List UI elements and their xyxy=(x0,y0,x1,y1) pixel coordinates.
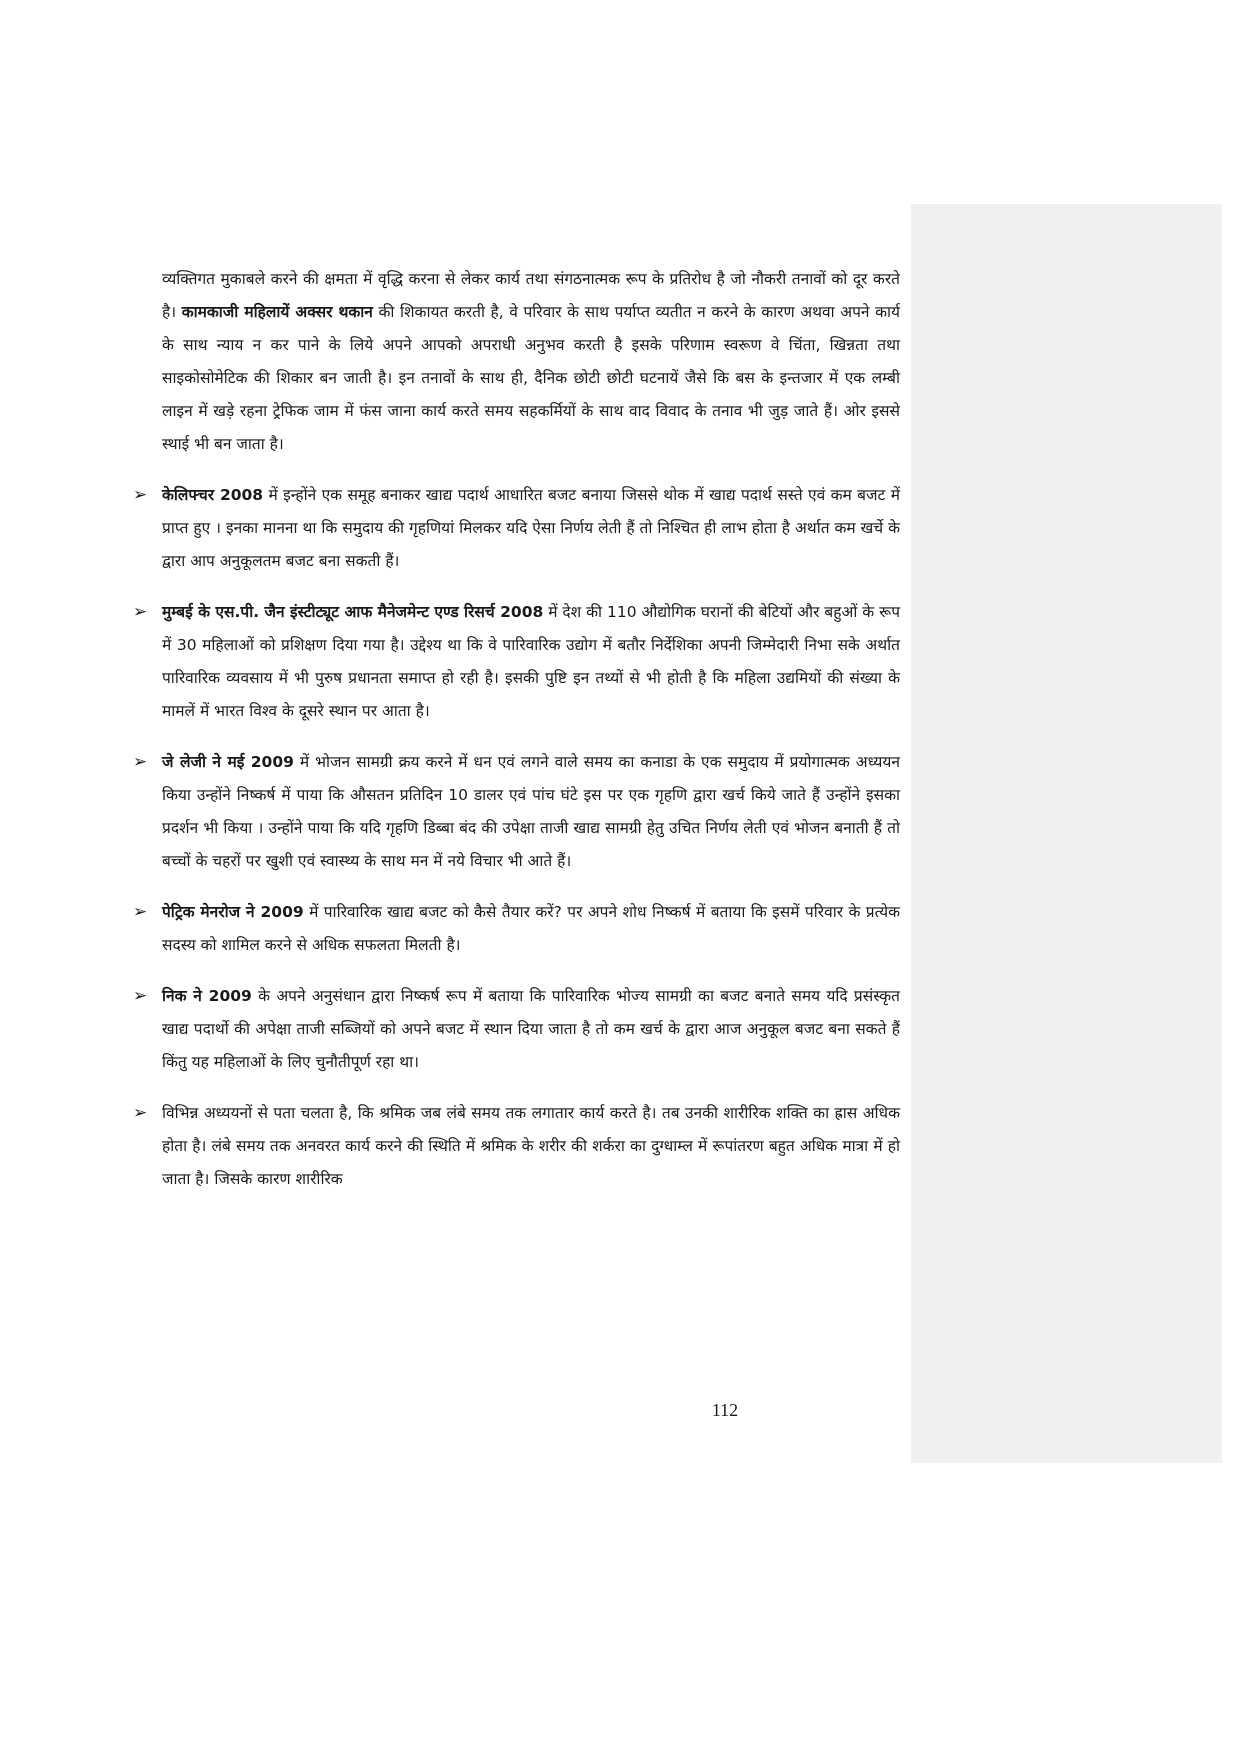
bullet-item-5 xyxy=(130,980,900,1079)
bullet-item-2 xyxy=(130,596,900,728)
bullet-4-bold: पेट्रिक मेनरोज ने 2009 xyxy=(162,903,304,921)
bullet-1-text: में इन्होंने एक समूह बनाकर खाद्य पदार्थ आधारित बजट बनाया जिससे थोक में खाद्य पदार्थ सस्ते एवं कम बजट में प्राप्त हुए । इनका मानना था कि समुदाय की गृहणियां मिलकर यदि ऐसा निर्णय लेती हैं तो निश्चित ही लाभ होता है अर्थात कम खर्चे के द्वारा आप अनुकूलतम बजट बना सकती हैं। xyxy=(162,486,900,570)
arrow-bullet-icon: ➢ xyxy=(133,986,148,1006)
intro-paragraph xyxy=(162,263,900,461)
arrow-bullet-icon: ➢ xyxy=(133,902,148,922)
bullet-1-bold: केलिफ्चर 2008 xyxy=(162,486,264,504)
arrow-bullet-icon: ➢ xyxy=(133,602,148,622)
bullet-5-text: के अपने अनुसंधान द्वारा निष्कर्ष रूप में बताया कि पारिवारिक भोज्य सामग्री का बजट बनाते समय यदि प्रसंस्कृत खाद्य पदार्थो की अपेक्षा ताजी सब्जियों को अपने बजट में स्थान दिया जाता है तो कम खर्च के द्वारा आज अनुकूल बजट बना सकते हैं किंतु यह महिलाओं के लिए चुनौतीपूर्ण रहा था। xyxy=(162,987,900,1071)
bullet-2-text: में देश की 110 औद्योगिक घरानों की बेटियों और बहुओं के रूप में 30 महिलाओं को प्रशिक्षण दिया गया है। उद्देश्य था कि वे पारिवारिक उद्योग में बतौर निर्देशिका अपनी जिम्मेदारी निभा सके अर्थात पारिवारिक व्यवसाय में भी पुरुष प्रधानता समाप्त हो रही है। इसकी पुष्टि इन तथ्यों से भी होती है कि महिला उद्यमियों की संख्या के मामलें में भारत विश्व के दूसरे स्थान पर आता है। xyxy=(162,603,900,720)
bullet-item-4 xyxy=(130,896,900,962)
bullet-item-3 xyxy=(130,746,900,878)
bullet-3-text: में भोजन सामग्री क्रय करने में धन एवं लगने वाले समय का कनाडा के एक समुदाय में प्रयोगात्मक अध्ययन किया उन्होंने निष्कर्ष में पाया कि औसतन प्रतिदिन 10 डालर एवं पांच घंटे इस पर एक गृहणि द्वारा खर्च किये जाते हैं उन्होंने इसका प्रदर्शन भी किया । उन्होंने पाया कि यदि गृहणि डिब्बा बंद की उपेक्षा ताजी खाद्य सामग्री हेतु उचित निर्णय लेती एवं भोजन बनाती हैं तो बच्चों के चहरों पर खुशी एवं स्वास्थ्य के साथ मन में नये विचार भी आते हैं। xyxy=(162,753,900,870)
arrow-bullet-icon: ➢ xyxy=(133,752,148,772)
arrow-bullet-icon: ➢ xyxy=(133,1103,148,1123)
bullet-item-6 xyxy=(130,1097,900,1196)
bullet-5-bold: निक ने 2009 xyxy=(162,987,252,1005)
bullet-4-text: में पारिवारिक खाद्य बजट को कैसे तैयार करें? पर अपने शोध निष्कर्ष में बताया कि इसमें परिवार के प्रत्येक सदस्य को शामिल करने से अधिक सफलता मिलती है। xyxy=(162,903,900,954)
bullet-6-text: विभिन्न अध्ययनों से पता चलता है, कि श्रमिक जब लंबे समय तक लगातार कार्य करते है। तब उनकी शारीरिक शक्ति का ह्रास अधिक होता है। लंबे समय तक अनवरत कार्य करने की स्थिति में श्रमिक के शरीर की शर्करा का दुग्धाम्ल में रूपांतरण बहुत अधिक मात्रा में हो जाता है। जिसके कारण शारीरिक xyxy=(162,1104,900,1188)
intro-bold-phrase: कामकाजी महिलायें अक्सर थकान xyxy=(181,303,373,321)
page-content xyxy=(130,263,900,1196)
comment-pane xyxy=(911,204,1222,1463)
bullet-item-1 xyxy=(130,479,900,578)
arrow-bullet-icon: ➢ xyxy=(133,485,148,505)
intro-text-b: की शिकायत करती है, वे परिवार के साथ पर्याप्त व्यतीत न करने के कारण अथवा अपने कार्य के साथ न्याय न कर पाने के लिये अपने आपको अपराधी अनुभव करती है इसके परिणाम स्वरूण वे चिंता, खिन्नता तथा साइकोसोमेटिक की शिकार बन जाती है। इन तनावों के साथ ही, दैनिक छोटी छोटी घटनायें जैसे कि बस के इन्तजार में एक लम्बी लाइन में खड़े रहना ट्रेफिक जाम में फंस जाना कार्य करते समय सहकर्मियों के साथ वाद विवाद के तनाव भी जुड़ जाते हैं। ओर इससे स्थाई भी बन जाता है। xyxy=(162,303,900,453)
page-number: 112 xyxy=(711,1400,739,1420)
bullet-3-bold: जे लेजी ने मई 2009 xyxy=(162,753,294,771)
bullet-2-bold: मुम्बई के एस.पी. जैन इंस्टीट्यूट आफ मैनेजमेन्ट एण्ड रिसर्च 2008 xyxy=(162,603,544,621)
intro-text-a: व्यक्तिगत मुकाबले करने की क्षमता में वृद्धि करना से लेकर कार्य तथा संगठनात्मक रूप के प्रतिरोध है जो नौकरी तनावों को दूर करते है। xyxy=(162,270,900,321)
